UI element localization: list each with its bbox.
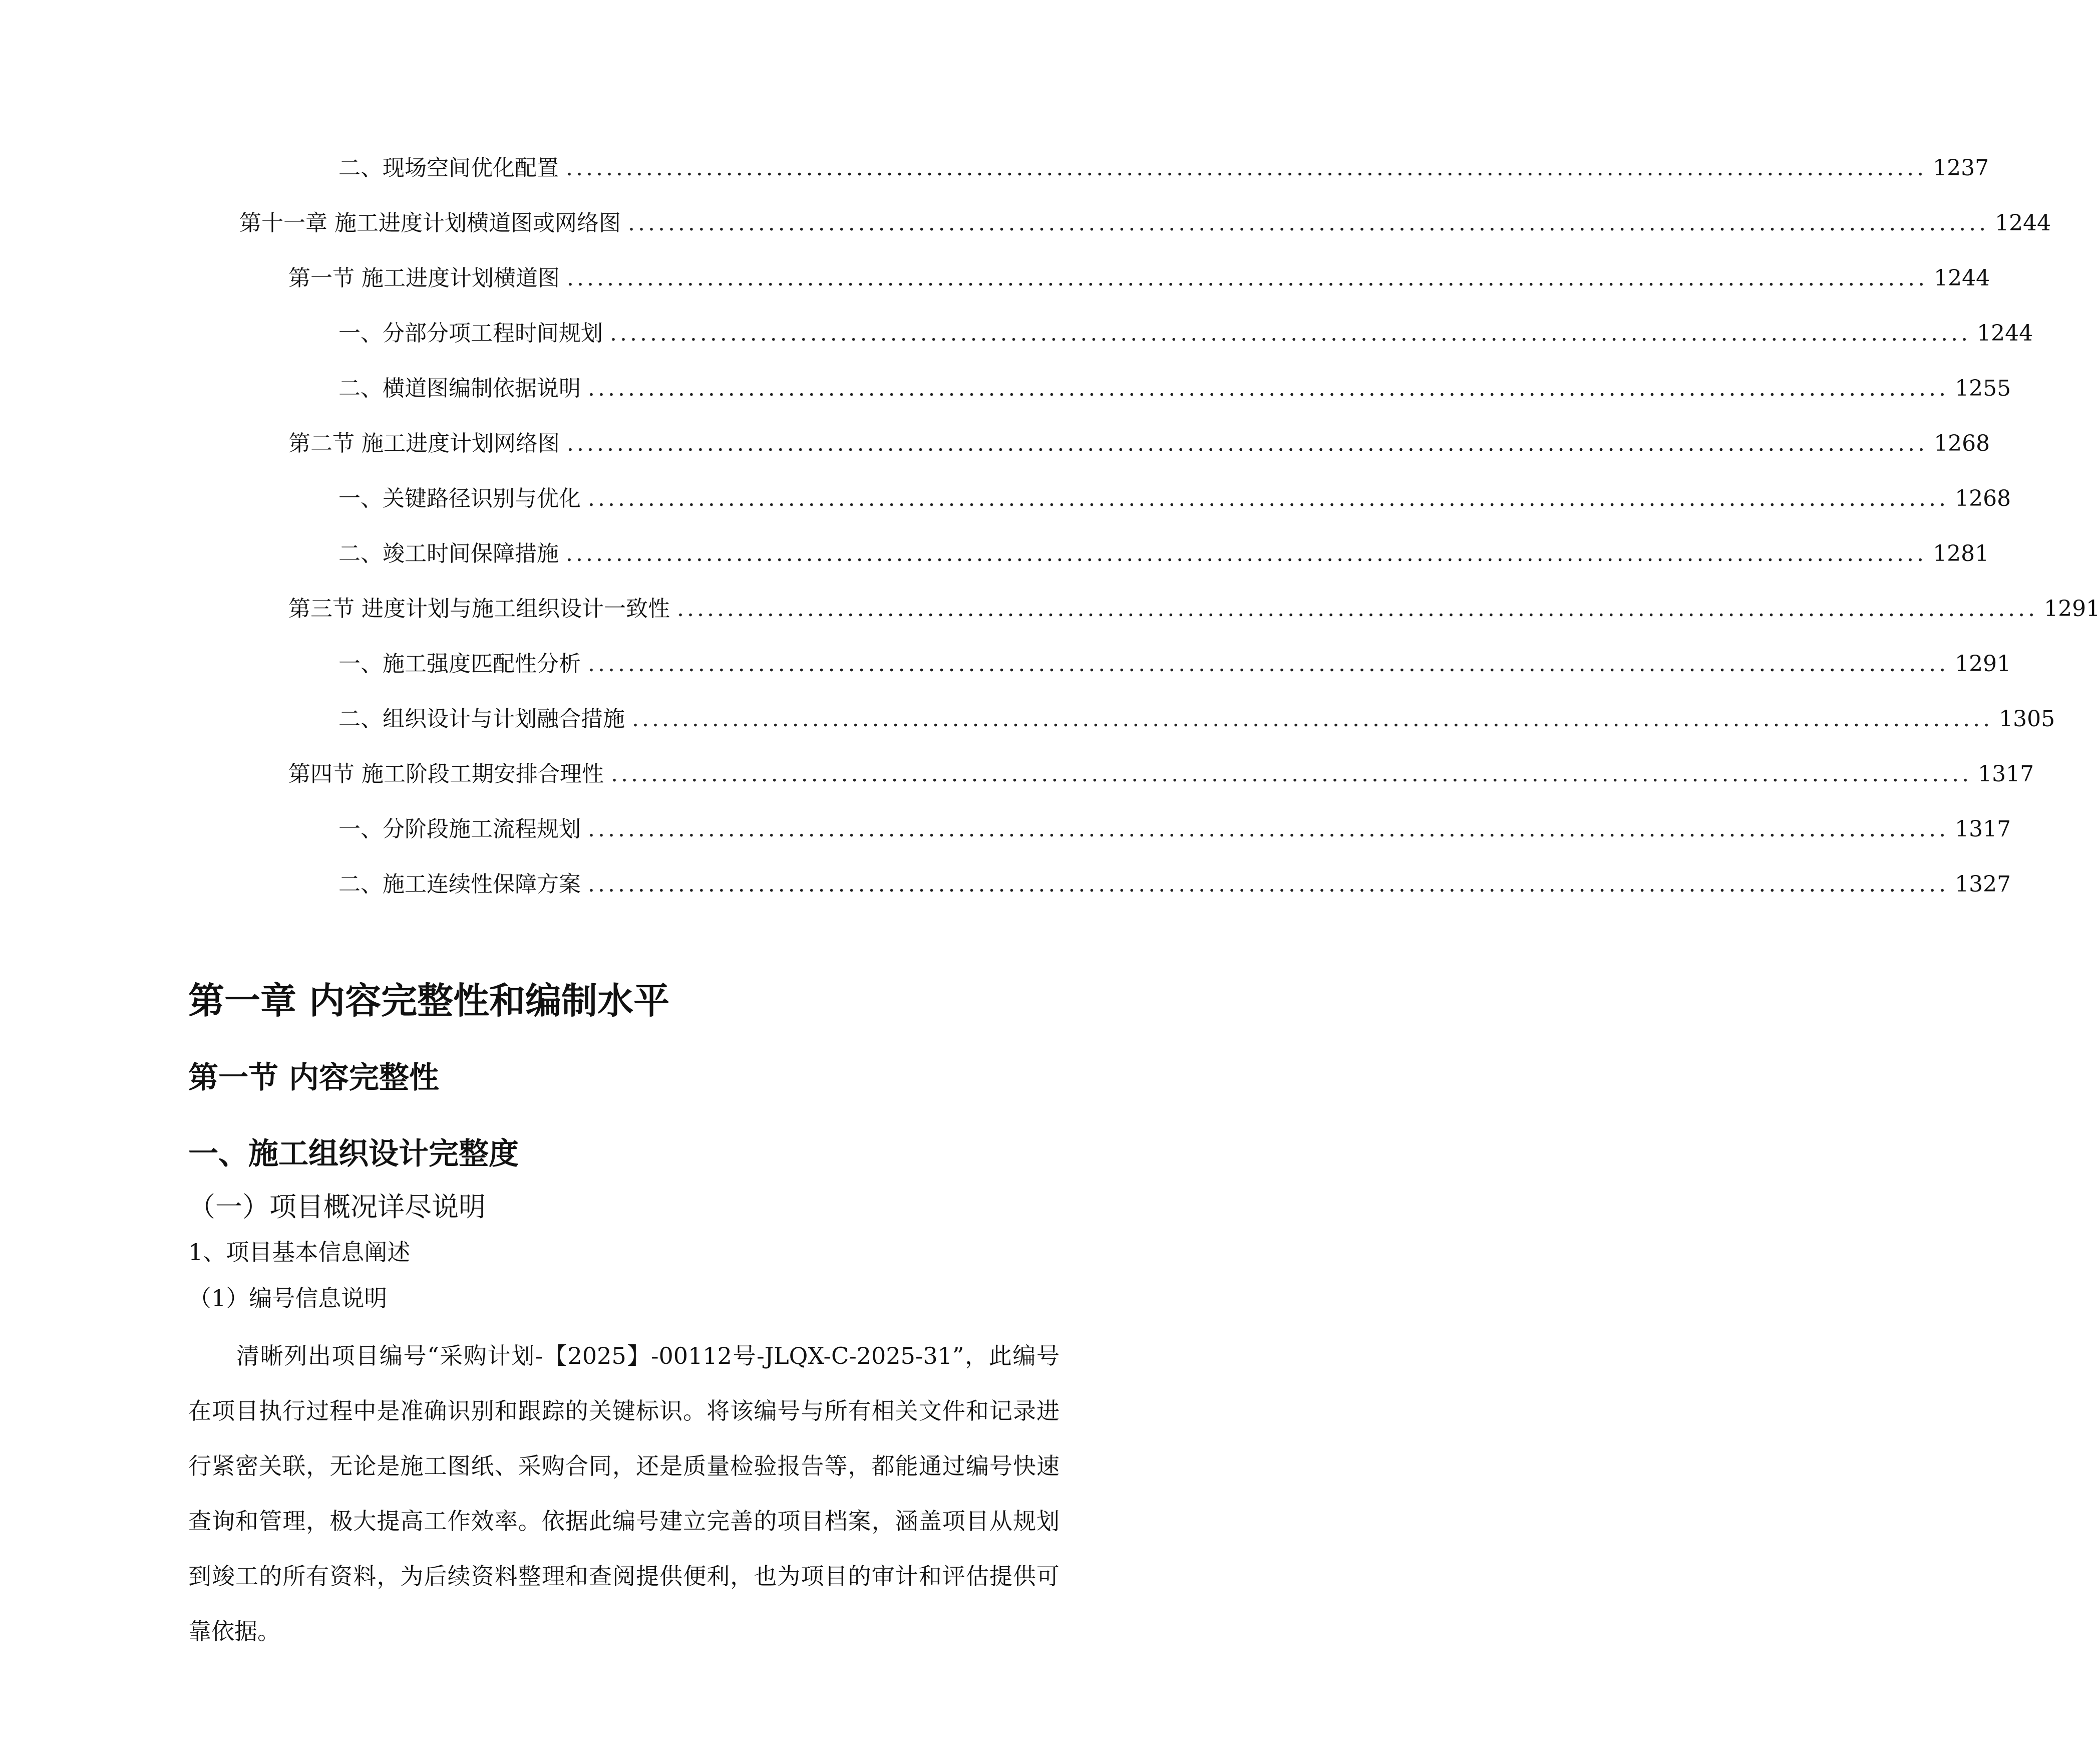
toc-entry[interactable] — [338, 364, 2011, 404]
toc-entry[interactable] — [338, 859, 2011, 900]
toc-entry-marker: 二、 — [338, 541, 383, 566]
toc-entry[interactable] — [338, 309, 2033, 349]
toc-entry-page: 1244 — [1977, 321, 2033, 346]
sub-sub-heading: （一）项目概况详尽说明 — [188, 1191, 486, 1223]
toc-entry-marker: 二、 — [338, 871, 383, 897]
toc-entry-title: 分阶段施工流程规划 — [383, 816, 581, 842]
toc-entry-marker: 一、 — [338, 816, 383, 842]
toc-entry[interactable] — [338, 529, 1989, 569]
toc-entry-marker: 二、 — [338, 706, 383, 732]
toc-entry-title: 关键路径识别与优化 — [383, 486, 581, 511]
toc-entry[interactable] — [288, 253, 1990, 294]
toc-leader-dots: ........................................................................................................................................ — [588, 651, 1949, 677]
toc-leader-dots: ........................................................................................................................................ — [567, 431, 1928, 456]
toc-entry-marker: 一、 — [338, 321, 383, 346]
toc-leader-dots: ........................................................................................................................................ — [566, 541, 1927, 566]
toc-entry-page: 1291 — [1955, 651, 2011, 677]
toc-leader-dots: ........................................................................................................................................ — [566, 155, 1927, 181]
toc-entry-title: 第二节 施工进度计划网络图 — [288, 431, 560, 456]
toc-entry-marker: 一、 — [338, 651, 383, 677]
toc-leader-dots: ........................................................................................................................................ — [588, 871, 1949, 897]
toc-entry-page: 1244 — [1995, 210, 2051, 236]
toc-entry[interactable] — [338, 694, 2055, 734]
toc-entry-title: 施工连续性保障方案 — [383, 871, 581, 897]
subsection-heading: 一、施工组织设计完整度 — [188, 1136, 519, 1172]
toc-entry-marker: 二、 — [338, 376, 383, 401]
toc-entry-title: 竣工时间保障措施 — [383, 541, 559, 566]
toc-leader-dots: ........................................................................................................................................ — [588, 376, 1949, 401]
toc-leader-dots: ........................................................................................................................................ — [588, 486, 1949, 511]
toc-entry-page: 1237 — [1933, 155, 1989, 181]
toc-entry-marker: 一、 — [338, 486, 383, 511]
toc-entry-title: 第四节 施工阶段工期安排合理性 — [288, 761, 604, 787]
chapter-heading: 第一章 内容完整性和编制水平 — [188, 980, 670, 1022]
toc-entry-title: 第一节 施工进度计划横道图 — [288, 265, 560, 291]
toc-entry[interactable] — [338, 804, 2011, 844]
subitem-heading: （1）编号信息说明 — [188, 1285, 388, 1312]
toc-entry-title: 组织设计与计划融合措施 — [383, 706, 625, 732]
toc-leader-dots: ........................................................................................................................................ — [632, 706, 1993, 732]
toc-leader-dots: ........................................................................................................................................ — [588, 816, 1949, 842]
toc-entry-title: 分部分项工程时间规划 — [383, 321, 603, 346]
toc-entry[interactable] — [338, 639, 2011, 679]
toc-entry-page: 1281 — [1933, 541, 1989, 566]
toc-entry-page: 1268 — [1934, 431, 1990, 456]
toc-entry[interactable] — [288, 584, 2100, 624]
toc-entry-page: 1305 — [1999, 706, 2055, 732]
toc-entry-title: 横道图编制依据说明 — [383, 376, 581, 401]
toc-leader-dots: ........................................................................................................................................ — [610, 321, 1971, 346]
toc-entry-title: 第十一章 施工进度计划横道图或网络图 — [239, 210, 621, 236]
toc-entry[interactable] — [239, 198, 2051, 238]
toc-leader-dots: ........................................................................................................................................ — [567, 265, 1928, 291]
section-heading: 第一节 内容完整性 — [188, 1060, 439, 1095]
toc-entry-page: 1317 — [1978, 761, 2034, 787]
toc-entry[interactable] — [288, 749, 2034, 789]
toc-leader-dots: ........................................................................................................................................ — [677, 596, 2038, 622]
toc-entry[interactable] — [288, 419, 1990, 459]
toc-leader-dots: ........................................................................................................................................ — [628, 210, 1989, 236]
toc-entry-page: 1317 — [1955, 816, 2011, 842]
toc-entry-marker: 二、 — [338, 155, 383, 181]
toc-leader-dots: ........................................................................................................................................ — [611, 761, 1972, 787]
toc-entry-title: 现场空间优化配置 — [383, 155, 559, 181]
toc-entry-title: 施工强度匹配性分析 — [383, 651, 581, 677]
toc-entry-page: 1327 — [1955, 871, 2011, 897]
toc-entry-page: 1291 — [2044, 596, 2100, 622]
body-paragraph: 清晰列出项目编号“采购计划-【2025】-00112号-JLQX-C-2025-31”，此编号在项目执行过程中是准确识别和跟踪的关键标识。将该编号与所有相关文件和记录进行紧密关联，无论是施工图纸、采购合同，还是质量检验报告等，都能通过编号快速查询和管理，极大提高工作效率。依据此编号建立完善的项目档案，涵盖项目从规划到竣工的所有资料，为后续资料整理和查阅提供便利，也为项目的审计和评估提供可靠依据。 — [188, 1342, 1060, 1645]
toc-entry-title: 第三节 进度计划与施工组织设计一致性 — [288, 596, 670, 622]
toc-entry-page: 1244 — [1934, 265, 1990, 291]
toc-entry-page: 1255 — [1955, 376, 2011, 401]
toc-entry[interactable] — [338, 143, 1989, 183]
toc-entry[interactable] — [338, 474, 2011, 514]
item-heading: 1、项目基本信息阐述 — [188, 1239, 411, 1266]
toc-entry-page: 1268 — [1955, 486, 2011, 511]
